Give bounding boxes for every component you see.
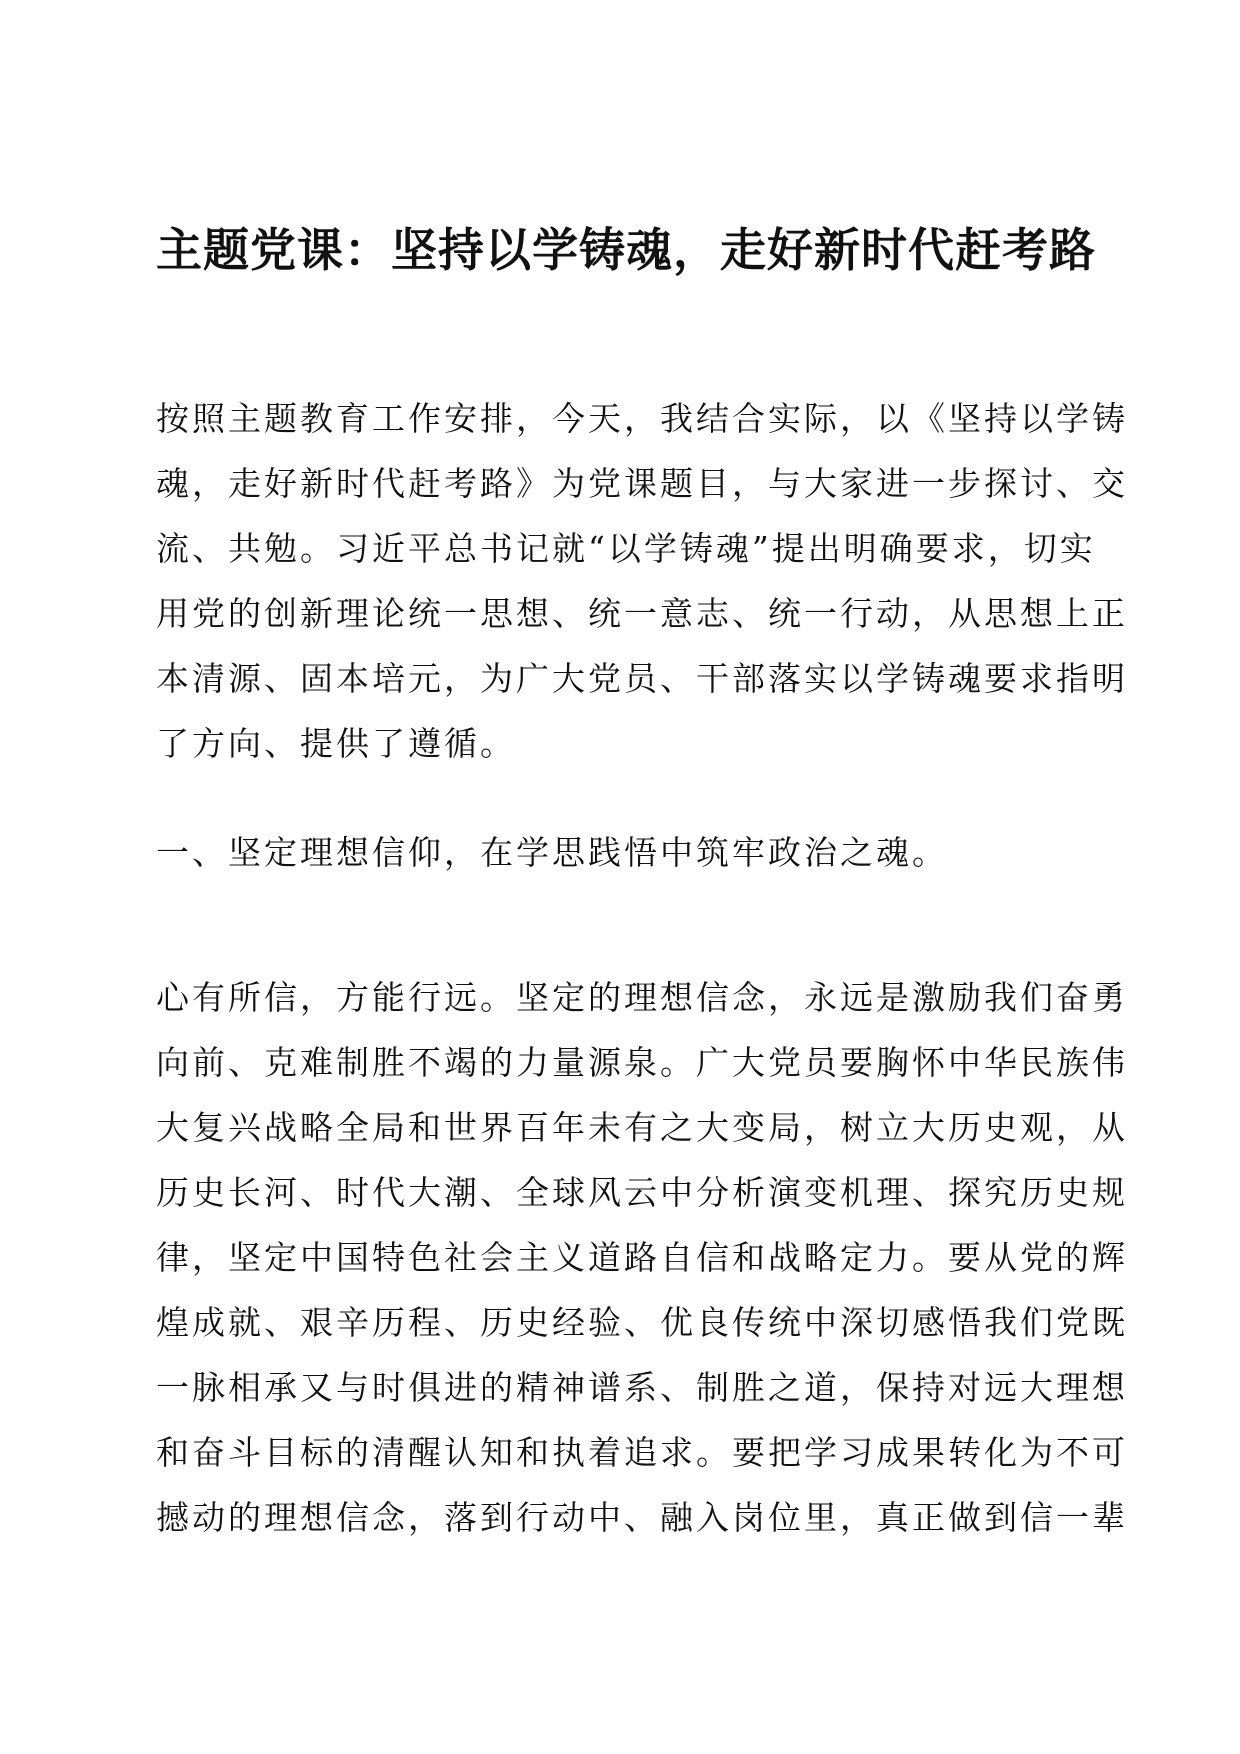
intro-line: 流、共勉。习近平总书记就“以学铸魂”提出明确要求，切实 bbox=[156, 529, 1096, 568]
section-line: 煌成就、艰辛历程、历史经验、优良传统中深切感悟我们党既 bbox=[156, 1303, 1128, 1342]
section-heading bbox=[156, 820, 1086, 885]
section-line: 撼动的理想信念，落到行动中、融入岗位里，真正做到信一辈 bbox=[156, 1498, 1128, 1537]
intro-line: 了方向、提供了遵循。 bbox=[156, 724, 516, 763]
intro-line: 用党的创新理论统一思想、统一意志、统一行动，从思想上正 bbox=[156, 594, 1128, 633]
section-line: 一脉相承又与时俱进的精神谱系、制胜之道，保持对远大理想 bbox=[156, 1368, 1128, 1407]
section-line: 心有所信，方能行远。坚定的理想信念，永远是激励我们奋勇 bbox=[156, 978, 1128, 1017]
section-paragraph bbox=[156, 965, 1128, 1550]
section-line: 大复兴战略全局和世界百年未有之大变局，树立大历史观，从 bbox=[156, 1108, 1128, 1147]
section-line: 律，坚定中国特色社会主义道路自信和战略定力。要从党的辉 bbox=[156, 1238, 1128, 1277]
intro-line: 魂，走好新时代赶考路》为党课题目，与大家进一步探讨、交 bbox=[156, 464, 1128, 503]
section-line: 和奋斗目标的清醒认知和执着追求。要把学习成果转化为不可 bbox=[156, 1433, 1128, 1472]
section-heading-text: 一、坚定理想信仰，在学思践悟中筑牢政治之魂。 bbox=[156, 833, 948, 872]
section-line: 历史长河、时代大潮、全球风云中分析演变机理、探究历史规 bbox=[156, 1173, 1128, 1212]
section-line: 向前、克难制胜不竭的力量源泉。广大党员要胸怀中华民族伟 bbox=[156, 1043, 1128, 1082]
intro-paragraph bbox=[156, 386, 1128, 776]
intro-line: 按照主题教育工作安排，今天，我结合实际，以《坚持以学铸 bbox=[156, 399, 1128, 438]
document-title: 主题党课：坚持以学铸魂，走好新时代赶考路 bbox=[156, 223, 1096, 277]
intro-line: 本清源、固本培元，为广大党员、干部落实以学铸魂要求指明 bbox=[156, 659, 1128, 698]
